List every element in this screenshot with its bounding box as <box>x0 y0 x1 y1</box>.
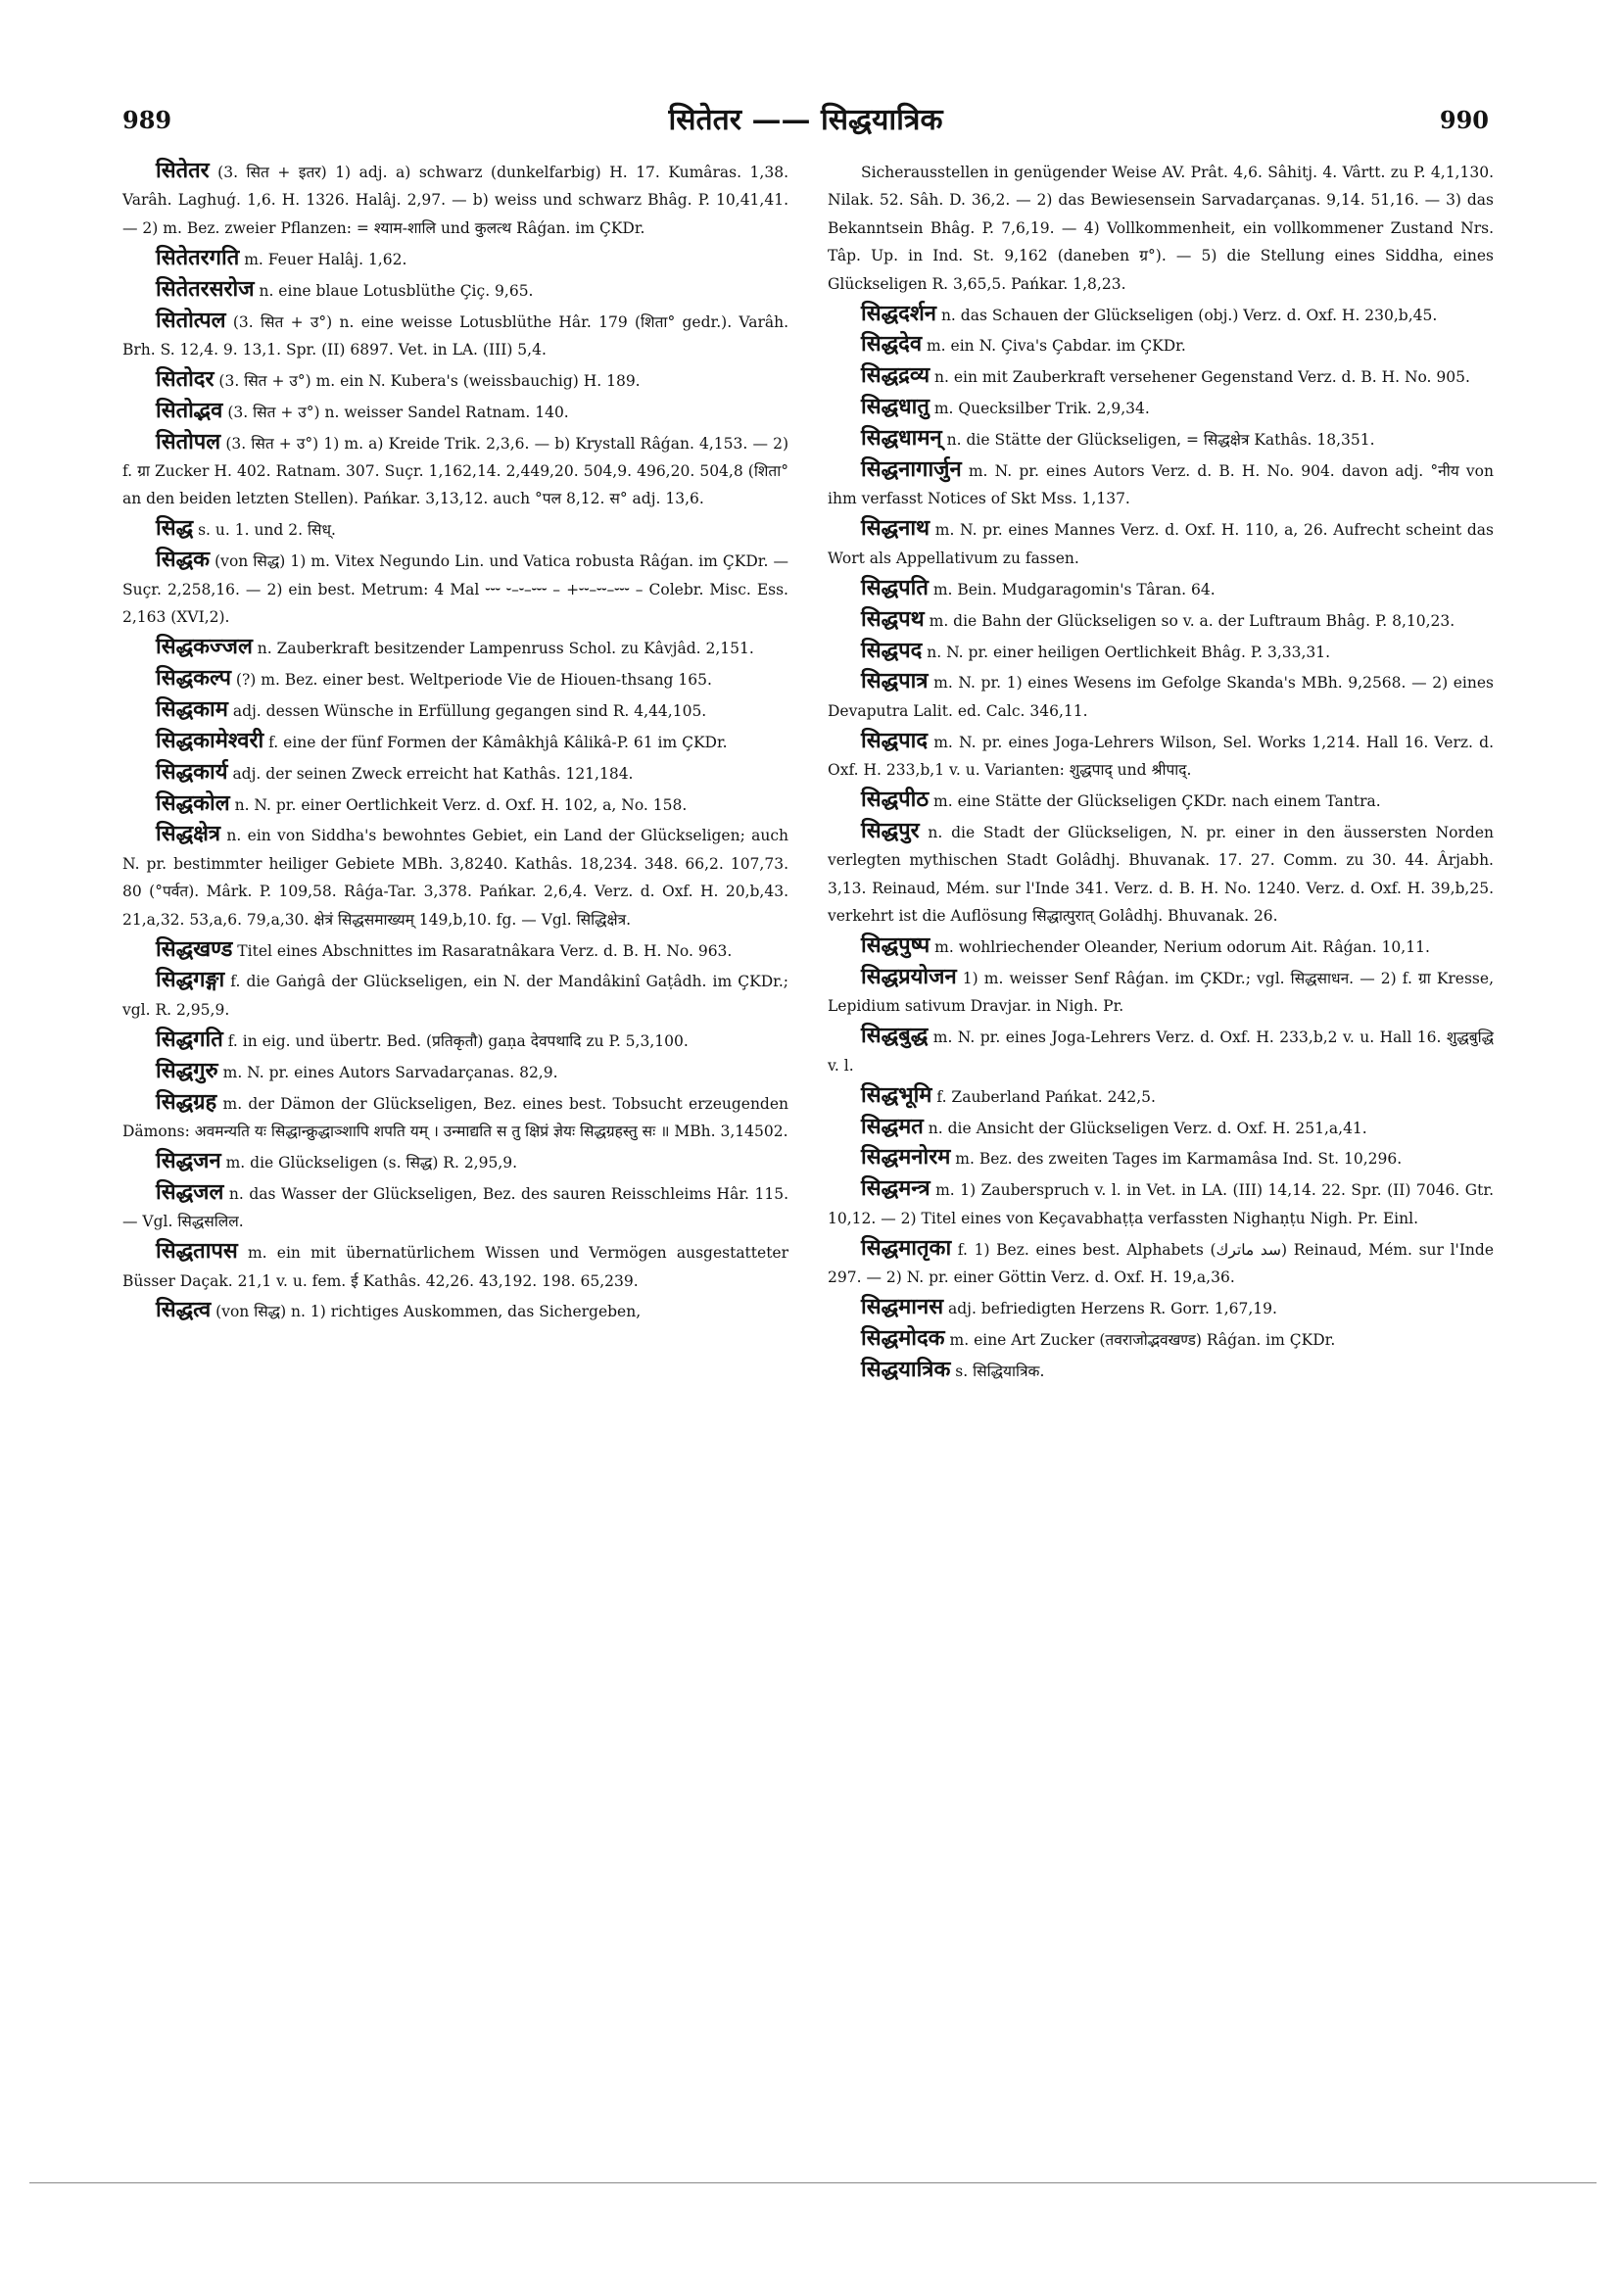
entry-definition: m. wohlriechender Oleander, Nerium odorum Ait. Râǵan. 10,11. <box>930 938 1430 957</box>
dictionary-entry <box>122 1147 788 1176</box>
entry-headword: सिद्धपुर <box>861 817 920 843</box>
entry-definition: m. eine Art Zucker (तवराजोद्भवखण्ड) Râǵan. im ÇKDr. <box>944 1330 1336 1349</box>
entry-headword: सिद्धपीठ <box>861 787 930 813</box>
entry-definition: m. die Bahn der Glückseligen so v. a. der Luftraum Bhâg. P. 8,10,23. <box>924 611 1455 630</box>
dictionary-entry <box>828 514 1494 572</box>
dictionary-entry <box>828 932 1494 961</box>
entry-definition: adj. dessen Wünsche in Erfüllung gegangen sind R. 4,44,105. <box>227 701 707 720</box>
dictionary-entry <box>828 1022 1494 1079</box>
entry-definition: n. Zauberkraft besitzender Lampenruss Schol. zu Kâvjâd. 2,151. <box>252 640 754 657</box>
entry-definition: m. ein mit übernatürlichem Wissen und Vermögen ausgestatteter Büsser Daçak. 21,1 v. u. fem. ई Kathâs. 42,26. 43,192. 198. 65,239. <box>122 1244 788 1290</box>
entry-definition: n. N. pr. einer Oertlichkeit Verz. d. Oxf. H. 102, a, No. 158. <box>229 795 688 814</box>
entry-headword: सिद्धपाद <box>861 727 929 753</box>
entry-headword: सिद्धपात्र <box>861 668 929 694</box>
entry-headword: सिद्धकामेश्वरी <box>156 727 264 753</box>
entry-definition: f. in eig. und übertr. Bed. (प्रतिकृतौ) gaṇa देवपथादि zu P. 5,3,100. <box>222 1031 689 1050</box>
entry-headword: सितोद्भव <box>156 397 223 423</box>
entry-headword: सिद्ध <box>156 515 194 542</box>
entry-headword: सिद्धकज्जल <box>156 634 253 659</box>
dictionary-entry <box>122 157 788 242</box>
running-title-right: सिद्धयात्रिक <box>820 103 943 137</box>
entry-definition: m. eine Stätte der Glückseligen ÇKDr. nach einem Tantra. <box>929 792 1381 811</box>
entry-definition: m. N. pr. eines Autors Sarvadarçanas. 82,9. <box>217 1063 558 1081</box>
entry-definition: (von सिद्ध) n. 1) richtiges Auskommen, das Sichergeben, <box>211 1303 642 1321</box>
entry-definition: m. N. pr. eines Joga-Lehrers Wilson, Sel. Works 1,214. Hall 16. Verz. d. Oxf. H. 233,b,1 v. u. Varianten: शुद्धपाद् und श्रीपाद्. <box>828 733 1494 780</box>
entry-definition: n. N. pr. einer heiligen Oertlichkeit Bhâg. P. 3,33,31. <box>922 643 1331 661</box>
entry-definition: (3. सित + इतर) 1) adj. a) schwarz (dunkelfarbig) H. 17. Kumâras. 1,38. Varâh. Laghuǵ. 1,6. H. 1326. Halâj. 2,97. — b) weiss und schwarz Bhâg. P. 10,41,41. — 2) m. Bez. zweier Pflanzen: = श्याम-शालि und कुलत्थ Râǵan. im ÇKDr. <box>122 164 788 237</box>
entry-headword: सिद्धग्रह <box>156 1088 217 1115</box>
dictionary-entry <box>122 244 788 273</box>
right-column <box>828 157 1494 1387</box>
dictionary-entry <box>828 727 1494 785</box>
entry-definition: n. die Ansicht der Glückseligen Verz. d. Oxf. H. 251,a,41. <box>923 1119 1367 1137</box>
entry-headword: सिद्धत्व <box>156 1297 212 1323</box>
entry-headword: सिद्धजल <box>156 1178 224 1205</box>
entry-headword: सिद्धबुद्ध <box>861 1023 929 1049</box>
entry-definition: f. eine der fünf Formen der Kâmâkhjâ Kâlikâ-P. 61 im ÇKDr. <box>263 733 728 751</box>
entry-headword: सिद्धकल्प <box>156 664 231 691</box>
dictionary-entry <box>828 455 1494 513</box>
running-title <box>122 98 1489 138</box>
entry-definition: s. सिद्धियात्रिक. <box>950 1362 1045 1380</box>
dictionary-entry <box>828 393 1494 422</box>
entry-definition: m. N. pr. eines Autors Verz. d. B. H. No. 904. davon adj. °नीय von ihm verfasst Notices of Skt Mss. 1,137. <box>828 462 1494 508</box>
dictionary-entry <box>828 1143 1494 1172</box>
running-title-separator: —— <box>751 103 811 137</box>
dictionary-entry <box>828 1174 1494 1232</box>
entry-definition: n. eine blaue Lotusblüthe Çiç. 9,65. <box>254 281 534 300</box>
entry-definition: (3. सित + उ°) n. eine weisse Lotusblüthe Hâr. 179 (शिता° gedr.). Varâh. Brh. S. 12,4. 9. 13,1. Spr. (II) 6897. Vet. in LA. (III) 5,4. <box>122 312 788 359</box>
dictionary-entry <box>122 633 788 662</box>
dictionary-entry <box>122 397 788 426</box>
entry-definition: n. das Schauen der Glückseligen (obj.) Verz. d. Oxf. H. 230,b,45. <box>936 306 1438 324</box>
dictionary-entry <box>828 1356 1494 1385</box>
entry-headword: सिद्धपति <box>861 574 929 600</box>
dictionary-entry <box>828 424 1494 454</box>
dictionary-entry <box>122 664 788 694</box>
dictionary-entry <box>122 789 788 819</box>
entry-definition: m. N. pr. eines Mannes Verz. d. Oxf. H. 110, a, 26. Aufrecht scheint das Wort als Appellativum zu fassen. <box>828 521 1494 567</box>
entry-definition: m. Feuer Halâj. 1,62. <box>239 250 407 268</box>
dictionary-entry <box>122 546 788 631</box>
entry-headword: सितोत्पल <box>156 307 226 333</box>
entry-definition: n. ein mit Zauberkraft versehener Gegenstand Verz. d. B. H. No. 905. <box>930 368 1470 387</box>
entry-headword: सिद्धपुष्प <box>861 933 930 959</box>
entry-headword: सिद्धभूमि <box>861 1081 932 1108</box>
running-title-left: सितेतर <box>668 103 742 137</box>
entry-definition: n. die Stätte der Glückseligen, = सिद्धक्षेत्र Kathâs. 18,351. <box>941 431 1375 450</box>
entry-headword: सिद्धतापस <box>156 1238 238 1265</box>
entry-headword: सिद्धयात्रिक <box>861 1356 951 1382</box>
entry-headword: सिद्धकाम <box>156 695 228 722</box>
dictionary-entry <box>828 1293 1494 1322</box>
dictionary-entry <box>122 1088 788 1146</box>
entry-definition: n. die Stadt der Glückseligen, N. pr. einer in den äussersten Norden verlegten mythischen Stadt Golâdhj. Bhuvanak. 17. 27. Comm. zu 30. 44. Ârjabh. 3,13. Reinaud, Mém. sur l'Inde 341. Verz. d. B. H. No. 1240. Verz. d. Oxf. H. 39,b,25. verkehrt ist die Auflösung सिद्धात्पुरात् Golâdhj. Bhuvanak. 26. <box>828 823 1494 926</box>
dictionary-entry <box>828 817 1494 931</box>
dictionary-entry <box>122 428 788 513</box>
entry-definition: n. ein von Siddha's bewohntes Gebiet, ein Land der Glückseligen; auch N. pr. bestimmter heiliger Gebiete MBh. 3,8240. Kathâs. 18,234. 348. 66,2. 107,73. 80 (°पर्वत). Mârk. P. 109,58. Râǵa-Tar. 3,378. Pańkar. 2,6,4. Verz. d. Oxf. H. 20,b,43. 21,a,32. 53,a,6. 79,a,30. क्षेत्रं सिद्धसमाख्यम् 149,b,10. fg. — Vgl. सिद्धिक्षेत्र. <box>122 827 788 929</box>
entry-definition: f. 1) Bez. eines best. Alphabets (سد ماترك) Reinaud, Mém. sur l'Inde 297. — 2) N. pr. einer Göttin Verz. d. Oxf. H. 19,a,36. <box>828 1240 1495 1287</box>
entry-headword: सिद्धगति <box>156 1026 223 1052</box>
dictionary-entry <box>122 514 788 544</box>
page-number-right: 990 <box>1439 106 1489 134</box>
dictionary-entry <box>122 1026 788 1055</box>
entry-definition: m. 1) Zauberspruch v. l. in Vet. in LA. (III) 14,14. 22. Spr. (II) 7046. Gtr. 10,12. — 2) Titel eines von Keçavabhaṭṭa verfassten Nighaṇṭu Nigh. Pr. Einl. <box>828 1181 1494 1227</box>
entry-headword: सिद्धमत <box>861 1113 924 1139</box>
entry-definition: (3. सित + उ°) m. ein N. Kubera's (weissbauchig) H. 189. <box>214 371 641 390</box>
entry-definition: m. Bez. des zweiten Tages im Karmamâsa Ind. St. 10,296. <box>950 1150 1403 1169</box>
entry-headword: सिद्धपद <box>861 637 923 663</box>
dictionary-entry <box>122 695 788 725</box>
entry-definition: (?) m. Bez. einer best. Weltperiode Vie de Hiouen-thsang 165. <box>230 670 712 689</box>
entry-definition: m. N. pr. 1) eines Wesens im Gefolge Skanda's MBh. 9,2568. — 2) eines Devaputra Lalit. ed. Calc. 346,11. <box>828 674 1494 720</box>
entry-definition: (3. सित + उ°) n. weisser Sandel Ratnam. 140. <box>222 403 569 421</box>
entry-headword: सिद्धकार्य <box>156 758 228 785</box>
dictionary-entry <box>828 1324 1494 1354</box>
dictionary-entry <box>828 1113 1494 1142</box>
entry-headword: सिद्धदेव <box>861 331 923 358</box>
entry-headword: सिद्धगङ्गा <box>156 967 225 993</box>
page-number-left: 989 <box>122 106 172 134</box>
dictionary-entry <box>828 786 1494 815</box>
dictionary-entry <box>828 361 1494 391</box>
dictionary-entry <box>122 1057 788 1086</box>
entry-definition: adj. der seinen Zweck erreicht hat Kathâs. 121,184. <box>227 764 634 783</box>
dictionary-entry <box>122 758 788 788</box>
dictionary-entry <box>122 935 788 965</box>
entry-definition: m. die Glückseligen (s. सिद्ध) R. 2,95,9. <box>220 1153 518 1172</box>
entry-definition: f. die Gaṅgâ der Glückseligen, ein N. der Mandâkinî Gaṭâdh. im ÇKDr.; vgl. R. 2,95,9. <box>122 973 788 1019</box>
entry-definition: (von सिद्ध) 1) m. Vitex Negundo Lin. und Vatica robusta Râǵan. im ÇKDr. — Suçr. 2,258,16. — 2) ein best. Metrum: 4 Mal ⏑⏑⏑ ⏑–⏑–⏑⏑⏑ – +⏑⏑–⏑⏑–⏑⏑⏑ – Colebr. Misc. Ess. 2,163 (XVI,2). <box>122 552 788 627</box>
entry-definition: (3. सित + उ°) 1) m. a) Kreide Trik. 2,3,6. — b) Krystall Râǵan. 4,153. — 2) f. ग्रा Zucker H. 402. Ratnam. 307. Suçr. 1,162,14. 2,449,20. 504,9. 496,20. 504,8 (शिता° an den beiden letzten Stellen). Pańkar. 3,13,12. auch °पल 8,12. स° adj. 13,6. <box>122 434 788 508</box>
dictionary-entry <box>828 605 1494 635</box>
entry-headword: सिद्धनाथ <box>861 515 930 542</box>
dictionary-entry <box>828 300 1494 329</box>
dictionary-entry <box>122 1237 788 1295</box>
dictionary-entry <box>122 1296 788 1325</box>
entry-headword: सिद्धमनोरम <box>861 1144 951 1171</box>
entry-headword: सितेतरगति <box>156 244 240 270</box>
dictionary-entry <box>828 1234 1494 1292</box>
entry-headword: सिद्धगुरु <box>156 1057 218 1083</box>
entry-headword: सिद्धनागार्जुन <box>861 456 962 483</box>
entry-definition: f. Zauberland Pańkat. 242,5. <box>931 1087 1156 1106</box>
entry-headword: सिद्धक्षेत्र <box>156 821 221 847</box>
dictionary-entry <box>828 157 1494 298</box>
entry-headword: सितोपल <box>156 428 221 454</box>
entry-headword: सिद्धकोल <box>156 789 230 816</box>
entry-definition: 1) m. weisser Senf Râǵan. im ÇKDr.; vgl. सिद्धसाधन. — 2) f. ग्रा Kresse, Lepidium sativum Dravjar. in Nigh. Pr. <box>828 969 1494 1016</box>
dictionary-entry <box>122 365 788 395</box>
entry-headword: सिद्धखण्ड <box>156 935 233 962</box>
entry-headword: सिद्धजन <box>156 1147 221 1173</box>
entry-headword: सिद्धदर्शन <box>861 300 937 326</box>
entry-headword: सिद्धमानस <box>861 1293 944 1319</box>
dictionary-entry <box>122 275 788 305</box>
page-header <box>122 98 1489 137</box>
entry-definition: m. Quecksilber Trik. 2,9,34. <box>929 400 1150 418</box>
entry-headword: सितेतरसरोज <box>156 275 255 302</box>
entry-headword: सिद्धधामन् <box>861 425 942 452</box>
entry-headword: सिद्धमातृका <box>861 1234 952 1261</box>
entry-headword: सिद्धमन्त्र <box>861 1175 930 1202</box>
entry-definition: Titel eines Abschnittes im Rasaratnâkara Verz. d. B. H. No. 963. <box>232 941 733 960</box>
entry-headword: सिद्धद्रव्य <box>861 362 930 389</box>
entry-definition: m. Bein. Mudgaragomin's Târan. 64. <box>928 580 1216 598</box>
dictionary-entry <box>828 963 1494 1021</box>
left-column <box>122 157 788 1327</box>
entry-definition: m. N. pr. eines Joga-Lehrers Verz. d. Oxf. H. 233,b,2 v. u. Hall 16. शुद्धबुद्धि v. l. <box>828 1028 1494 1075</box>
entry-definition: m. ein N. Çiva's Çabdar. im ÇKDr. <box>922 337 1186 356</box>
entry-headword: सिद्धक <box>156 547 211 573</box>
entry-definition: Sicherausstellen in genügender Weise AV. Prât. 4,6. Sâhitj. 4. Vârtt. zu P. 4,1,130. Nilak. 52. Sâh. D. 36,2. — 2) das Bewiesensein Sarvadarçanas. 9,14. 51,16. — 3) das Bekanntsein Bhâg. P. 7,6,19. — 4) Vollkommenheit, ein vollkommener Zustand Nrs. Tâp. Up. in Ind. St. 9,162 (daneben ग्र°). — 5) die Stellung eines Siddha, eines Glückseligen R. 3,65,5. Pańkar. 1,8,23. <box>828 164 1494 293</box>
dictionary-entry <box>122 966 788 1024</box>
entry-headword: सितेतर <box>156 158 210 183</box>
dictionary-entry <box>828 1081 1494 1111</box>
entry-headword: सिद्धधातु <box>861 394 930 420</box>
entry-definition: n. das Wasser der Glückseligen, Bez. des sauren Reisschleims Hâr. 115. — Vgl. सिद्धसलिल. <box>122 1184 788 1231</box>
dictionary-entry <box>122 727 788 756</box>
entry-definition: adj. befriedigten Herzens R. Gorr. 1,67,19. <box>943 1299 1277 1317</box>
entry-headword: सिद्धमोदक <box>861 1324 945 1351</box>
entry-definition: s. u. 1. und 2. सिध्. <box>193 521 336 540</box>
entry-headword: सितोदर <box>156 365 215 392</box>
entry-headword: सिद्धपथ <box>861 605 925 632</box>
dictionary-entry <box>122 1178 788 1236</box>
dictionary-entry <box>828 637 1494 666</box>
dictionary-entry <box>828 667 1494 725</box>
dictionary-entry <box>122 307 788 364</box>
dictionary-entry <box>828 574 1494 603</box>
entry-headword: सिद्धप्रयोजन <box>861 963 957 989</box>
entry-definition: m. der Dämon der Glückseligen, Bez. eines best. Tobsucht erzeugenden Dämons: अवमन्यति यः सिद्धान्क्रुद्धाञ्शापि शपति यम् । उन्माद्यति स तु क्षिप्रं ज्ञेयः सिद्धग्रहस्तु सः ॥ MBh. 3,14502. <box>122 1094 788 1140</box>
dictionary-entry <box>122 820 788 933</box>
footer-rule <box>29 2182 1597 2183</box>
dictionary-entry <box>828 330 1494 359</box>
